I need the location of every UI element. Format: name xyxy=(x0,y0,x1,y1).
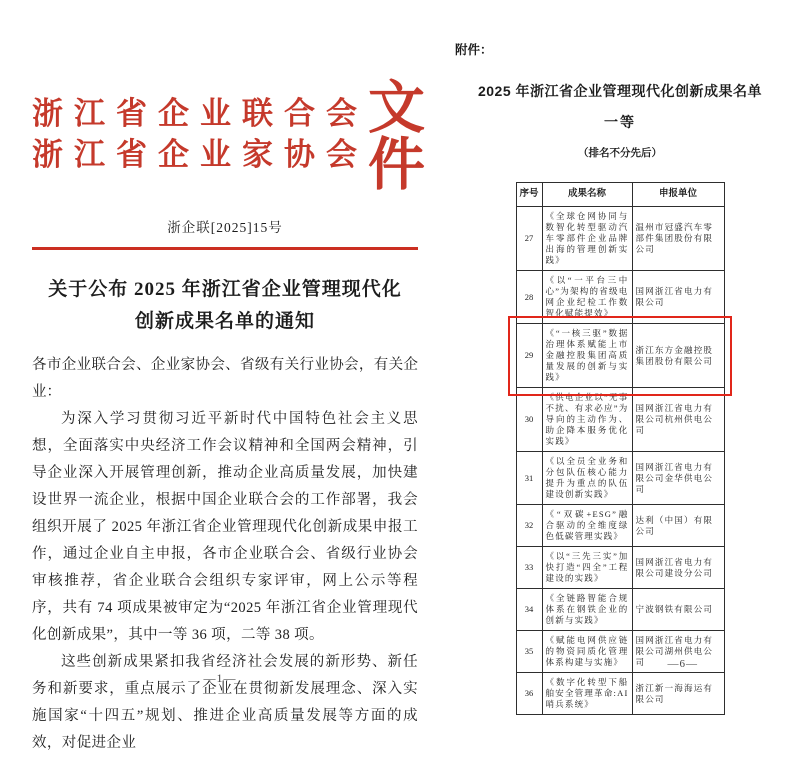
paragraph-1: 为深入学习贯彻习近平新时代中国特色社会主义思想，全面落实中央经济工作会议精神和全国两会精神，引导企业深入开展管理创新，推动企业高质量发展，加快建设世界一流企业，根据中国企业联合会的工作部署，我会组织开展了 2025 年浙江省企业管理现代化创新成果申报工作，通过企业自主申报，各市企业联合会、省级行业协会审核推荐，省企业联合会组织专家评审，网上公示等程序，共有 74 项成果被审定为“2025 年浙江省企业管理现代化创新成果”，其中一等 36 项，二等 38 项。 xyxy=(32,410,418,643)
attachment-note: （排名不分先后） xyxy=(578,147,662,159)
row-no: 35 xyxy=(516,631,542,673)
achievement-name: 《以“三先三实”加快打造“四全”工程建设的实践》 xyxy=(542,547,632,589)
doc-number: 浙企联[2025]15号 xyxy=(167,220,283,235)
applicant-unit: 宁波钢铁有限公司 xyxy=(632,589,724,631)
achievement-name: 《“双碳+ESG”融合驱动的全维度绿色低碳管理实践》 xyxy=(542,505,632,547)
achievement-name: 《“一核三驱”数据治理体系赋能上市金融控股集团高质量发展的创新与实践》 xyxy=(542,324,632,388)
letterhead xyxy=(32,77,425,197)
achievement-name: 《数字化转型下船舶安全管理革命:AI 哨兵系统》 xyxy=(542,673,632,715)
attachment-page xyxy=(440,0,800,714)
red-divider xyxy=(32,247,418,250)
applicant-unit: 国网浙江省电力有限公司杭州供电公司 xyxy=(632,388,724,452)
attachment-title: 2025 年浙江省企业管理现代化创新成果名单 xyxy=(477,83,763,99)
achievement-name: 《全球仓网协同与数智化转型驱动汽车零部件企业品牌出海的管理创新实践》 xyxy=(542,207,632,271)
applicant-unit: 浙江东方金融控股集团股份有限公司 xyxy=(632,324,724,388)
table-row xyxy=(516,207,724,271)
table-row xyxy=(516,673,724,715)
row-no: 27 xyxy=(516,207,542,271)
applicant-unit: 达利（中国）有限公司 xyxy=(632,505,724,547)
table-row xyxy=(516,547,724,589)
table-row xyxy=(516,452,724,505)
right-page-number: —6— xyxy=(667,658,698,670)
header-no: 序号 xyxy=(516,183,542,207)
row-no: 28 xyxy=(516,271,542,324)
applicant-unit: 温州市冠盛汽车零部件集团股份有限公司 xyxy=(632,207,724,271)
row-no: 33 xyxy=(516,547,542,589)
table-row xyxy=(516,589,724,631)
attachment-label: 附件： xyxy=(455,43,493,57)
header-unit: 申报单位 xyxy=(632,183,724,207)
row-no: 30 xyxy=(516,388,542,452)
applicant-unit: 国网浙江省电力有限公司湖州供电公司 xyxy=(632,631,724,673)
applicant-unit: 国网浙江省电力有限公司金华供电公司 xyxy=(632,452,724,505)
row-no: 36 xyxy=(516,673,542,715)
applicant-unit: 国网浙江省电力有限公司 xyxy=(632,271,724,324)
row-no: 34 xyxy=(516,589,542,631)
achievement-name: 《供电企业以“无事不扰、有求必应”为导向的主动作为、助企降本服务优化实践》 xyxy=(542,388,632,452)
document-word-label: 文件 xyxy=(368,77,425,197)
header-name: 成果名称 xyxy=(542,183,632,207)
achievement-name: 《以全员全业务和分包队伍核心能力提升为重点的队伍建设创新实践》 xyxy=(542,452,632,505)
achievement-name: 《赋能电网供应链的物资同质化管理体系构建与实施》 xyxy=(542,631,632,673)
notice-title xyxy=(32,274,418,338)
table-row-highlighted xyxy=(516,324,724,388)
attachment-grade: 一等 xyxy=(604,114,636,130)
applicant-unit: 浙江新一海海运有限公司 xyxy=(632,673,724,715)
org-name-line2: 浙江省企业家协会 xyxy=(32,137,368,172)
row-no: 29 xyxy=(516,324,542,388)
left-page-number: —1— xyxy=(203,671,237,685)
notice-title-line2: 创新成果名单的通知 xyxy=(134,310,315,332)
results-table-body xyxy=(516,207,724,715)
achievement-name: 《全链路智能合规体系在钢铁企业的创新与实践》 xyxy=(542,589,632,631)
org-names xyxy=(32,94,368,176)
table-row xyxy=(516,388,724,452)
paragraph-2: 这些创新成果紧扣我省经济社会发展的新形势、新任务和新要求，重点展示了企业在贯彻新发展理念、深入实施国家“十四五”规划、推进企业高质量发展等方面的成效，对促进企业 xyxy=(32,653,418,751)
table-row xyxy=(516,505,724,547)
org-name-line1: 浙江省企业联合会 xyxy=(32,96,368,132)
row-no: 32 xyxy=(516,505,542,547)
achievement-name: 《以“一平台三中心”为架构的省级电网企业纪检工作数智化赋能提效》 xyxy=(542,271,632,324)
applicant-unit: 国网浙江省电力有限公司建设分公司 xyxy=(632,547,724,589)
row-no: 31 xyxy=(516,452,542,505)
results-table xyxy=(516,182,725,715)
table-header-row xyxy=(516,183,724,207)
table-row xyxy=(516,271,724,324)
salutation: 各市企业联合会、企业家协会、省级有关行业协会，有关企业： xyxy=(32,356,418,400)
notice-title-line1: 关于公布 2025 年浙江省企业管理现代化 xyxy=(48,279,402,300)
